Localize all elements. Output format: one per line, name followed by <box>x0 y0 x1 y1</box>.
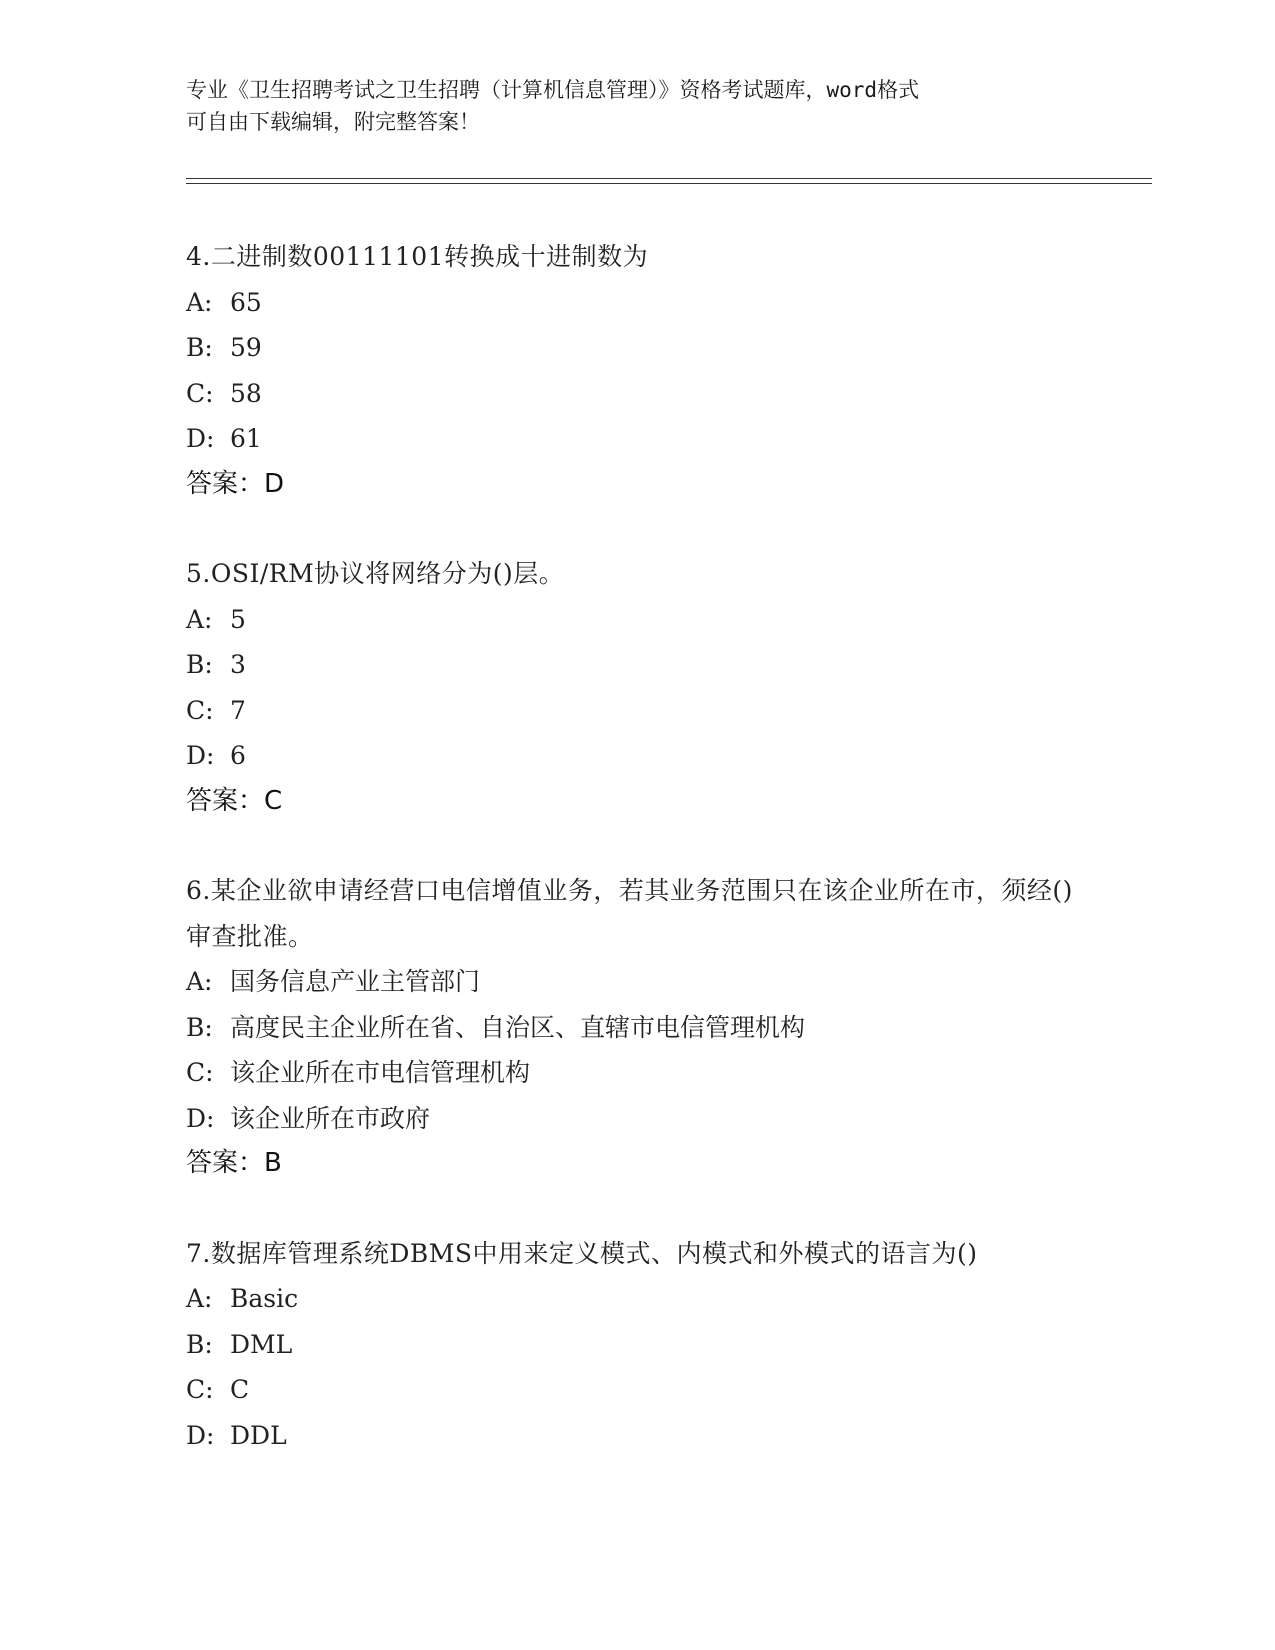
option-letter: A: <box>186 287 213 317</box>
question-stem: 4.二进制数00111101转换成十进制数为 <box>186 242 649 271</box>
question-stem: 5.OSI/RM协议将网络分为()层。 <box>186 559 565 588</box>
option-d <box>186 1096 1086 1142</box>
option-a <box>186 959 1086 1005</box>
question-stem: 7.数据库管理系统DBMS中用来定义模式、内模式和外模式的语言为() <box>186 1238 978 1268</box>
option-a <box>186 280 1086 326</box>
option-c <box>186 688 1086 734</box>
document-header <box>186 74 1066 138</box>
option-text: 5 <box>230 604 246 634</box>
option-d <box>186 416 1086 462</box>
option-letter: D: <box>186 1103 215 1133</box>
question-6 <box>186 868 1086 1187</box>
option-text: DDL <box>230 1420 287 1450</box>
option-text: Basic <box>230 1284 299 1313</box>
option-letter: D: <box>186 741 215 770</box>
option-text: 国务信息产业主管部门 <box>230 967 481 996</box>
option-text: 61 <box>230 424 262 453</box>
question-7 <box>186 1231 1086 1459</box>
answer-line: 答案：B <box>186 1148 282 1178</box>
option-b <box>186 325 1086 371</box>
option-text: 该企业所在市电信管理机构 <box>230 1058 531 1087</box>
header-line-1: 专业《卫生招聘考试之卫生招聘（计算机信息管理）》资格考试题库，word格式 <box>186 78 920 102</box>
option-a <box>186 1276 1086 1322</box>
option-d <box>186 733 1086 779</box>
option-text: 7 <box>230 695 246 725</box>
option-letter: B: <box>186 650 213 679</box>
option-c <box>186 1050 1086 1096</box>
question-4 <box>186 234 1086 507</box>
option-letter: D: <box>186 1420 215 1450</box>
option-b <box>186 1005 1086 1051</box>
option-letter: C: <box>186 1375 214 1404</box>
option-letter: C: <box>186 378 214 408</box>
question-list <box>186 234 1086 1502</box>
header-divider-bottom <box>186 183 1152 184</box>
option-text: DML <box>230 1329 293 1359</box>
option-letter: A: <box>186 967 213 996</box>
question-stem: 6.某企业欲申请经营口电信增值业务，若其业务范围只在该企业所在市，须经()审查批准。 <box>186 876 1073 951</box>
answer-line: 答案：C <box>186 785 283 816</box>
option-text: 65 <box>230 287 262 317</box>
header-line-2: 可自由下载编辑，附完整答案！ <box>186 110 480 134</box>
option-d <box>186 1413 1086 1459</box>
option-letter: B: <box>186 1329 213 1359</box>
option-letter: D: <box>186 424 215 453</box>
option-b <box>186 642 1086 688</box>
header-divider-top <box>186 178 1152 179</box>
option-text: 6 <box>230 741 246 770</box>
option-letter: C: <box>186 1058 214 1087</box>
option-letter: B: <box>186 333 213 362</box>
option-text: 该企业所在市政府 <box>230 1103 431 1133</box>
option-c <box>186 1367 1086 1413</box>
option-letter: A: <box>186 1284 213 1313</box>
option-text: 3 <box>230 650 246 679</box>
question-5 <box>186 551 1086 824</box>
option-letter: C: <box>186 695 214 725</box>
option-text: 高度民主企业所在省、自治区、直辖市电信管理机构 <box>230 1012 806 1042</box>
answer-line: 答案：D <box>186 468 285 499</box>
option-letter: B: <box>186 1012 213 1042</box>
option-text: C <box>230 1375 250 1404</box>
option-text: 59 <box>230 333 262 362</box>
option-a <box>186 597 1086 643</box>
option-text: 58 <box>230 378 262 408</box>
option-b <box>186 1322 1086 1368</box>
option-c <box>186 371 1086 417</box>
option-letter: A: <box>186 604 213 634</box>
